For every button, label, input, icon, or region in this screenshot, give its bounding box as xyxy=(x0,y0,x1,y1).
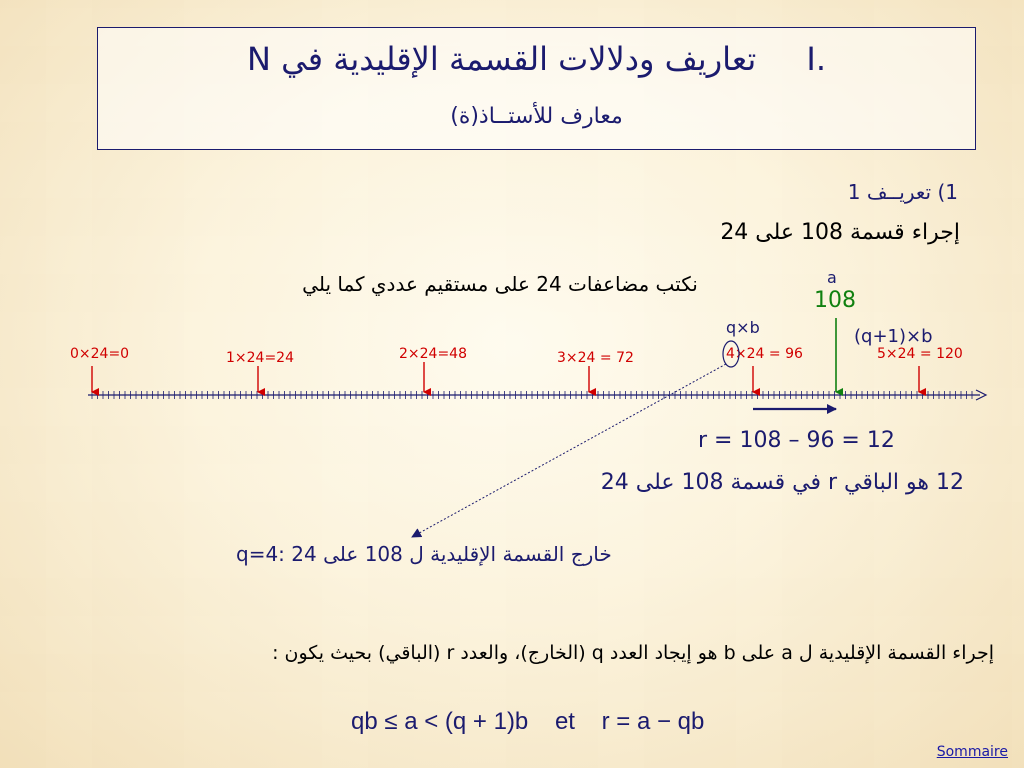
remainder-statement: 12 هو الباقي r في قسمة 108 على 24 xyxy=(600,470,964,495)
title-numeral: I. xyxy=(806,40,827,78)
definition-text: إجراء القسمة الإقليدية ل a على b هو إيجاد العدد q (الخارج)، والعدد r (الباقي) بحيث يكون : xyxy=(272,642,994,664)
multiple-label-0: 0×24=0 xyxy=(70,346,130,362)
sommaire-link[interactable]: Sommaire xyxy=(936,744,1008,760)
slide-subtitle: معارف للأستــاذ(ة) xyxy=(450,104,623,129)
multiple-label-1: 1×24=24 xyxy=(226,350,294,366)
definition-statement: إجراء قسمة 108 على 24 xyxy=(720,220,960,245)
quotient-pointer xyxy=(412,364,726,537)
multiple-label-2: 2×24=48 xyxy=(399,346,467,362)
multiple-label-5: 5×24 = 120 xyxy=(877,346,963,362)
quotient-circle xyxy=(723,341,739,367)
a-value: 108 xyxy=(814,288,856,313)
qb-label: q×b xyxy=(726,318,760,337)
a-label: a xyxy=(827,268,837,287)
multiple-label-3: 3×24 = 72 xyxy=(557,350,634,366)
remainder-equation: r = 108 – 96 = 12 xyxy=(698,428,895,453)
q1b-label: (q+1)×b xyxy=(854,326,933,347)
quotient-statement: q=4: خارج القسمة الإقليدية ل 108 على 24 xyxy=(236,542,612,566)
multiple-label-4: 4×24 = 96 xyxy=(726,346,803,362)
formula: qb ≤ a < (q + 1)b et r = a − qb xyxy=(351,708,705,735)
number-line-caption: نكتب مضاعفات 24 على مستقيم عددي كما يلي xyxy=(302,272,698,296)
title-text: تعاريف ودلالات القسمة الإقليدية في N xyxy=(246,40,757,78)
definition-heading: 1) تعريــف 1 xyxy=(847,180,958,204)
